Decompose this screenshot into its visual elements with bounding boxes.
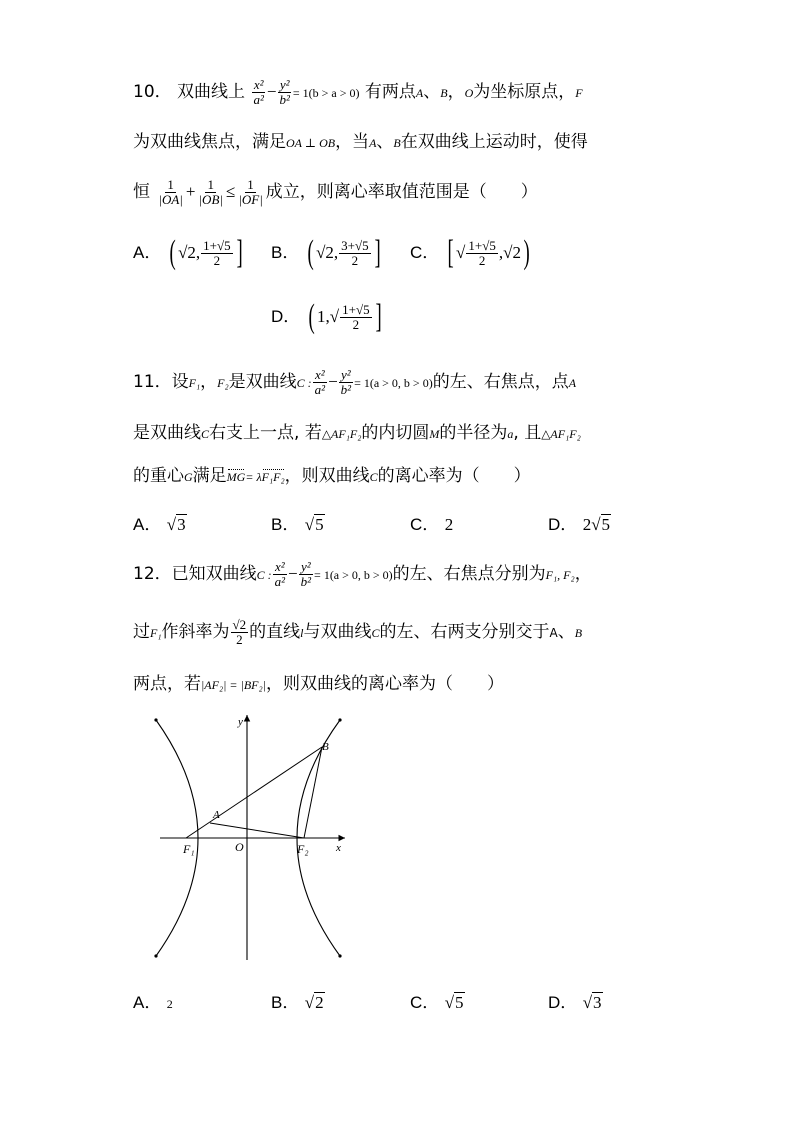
q11-option-a: A． √3 (133, 515, 186, 534)
q10-option-c: C． [ √ $\frac{1+√5}{2}$ ,√2) (410, 234, 530, 271)
label-f1: F₁ (183, 842, 195, 856)
q12-option-c: C． √5 (410, 993, 464, 1012)
q11-option-c: C． 2 (410, 515, 454, 534)
label-f2: F₂ (297, 842, 309, 856)
label-b: B (322, 741, 329, 753)
q12-line1: 12．已知双曲线C : $\frac{\text{x²}}{\text{a²}}$ − $\frac{\text{y²}}{\text{b²}}$ = 1(a > 0, b > 0)的左、右焦点分别为F₁, F₂， (133, 559, 592, 589)
q12-line2: 过F₁作斜率为 $\frac{√2}{2}$ 的直线l与双曲线C的左、右两支分别交于A、B (133, 617, 583, 647)
segment-bf2 (304, 747, 322, 838)
fraction: $\frac{1}{|OA|}$ (158, 177, 183, 207)
q10-option-b: B． ( √2, $\frac{3+√5}{2}$ ] (271, 234, 381, 271)
segment-af2 (210, 823, 304, 838)
line-l (186, 747, 322, 838)
q10-number: 10． (133, 82, 172, 103)
q11-number: 11． (133, 372, 172, 393)
q11-option-b: B． √5 (271, 515, 324, 534)
q12-line3: 两点，若|AF₂| = |BF₂|，则双曲线的离心率为（ ） (133, 674, 504, 694)
q10-line2: 为双曲线焦点，满足OA ⊥ OB，当A、B在双曲线上运动时，使得 (133, 132, 588, 152)
label-x: x (336, 842, 341, 854)
q12-option-d: D． √3 (548, 993, 602, 1012)
fraction: $\frac{1}{|OF|}$ (238, 177, 263, 207)
q10-option-a: A． ( √2, $\frac{1+√5}{2}$ ] (133, 234, 243, 271)
fraction: $\frac{\text{x²}}{\text{a²}}$ (253, 77, 264, 107)
label-o: O (235, 840, 244, 854)
label-a: A (213, 809, 220, 821)
q11-line3: 的重心G满足MG= λF₁F₂，则双曲线C的离心率为（ ） (133, 466, 531, 486)
q10-option-d: D． ( 1,√ $\frac{1+√5}{2}$ ] (271, 298, 382, 335)
q10-line3: 恒 $\frac{1}{|OA|}$ + $\frac{1}{|OB|}$ ≤ $\frac{1}{|OF|}$ 成立，则离心率取值范围是（ ） (133, 177, 538, 207)
label-y: y (238, 716, 243, 728)
q11-line2: 是双曲线C右支上一点, 若△AF₁F₂的内切圆M的半径为a, 且△AF₁F₂ (133, 423, 581, 443)
q10-line1: 10． 双曲线上 $\frac{\text{x²}}{\text{a²}}$ − $\frac{\text{y²}}{\text{b²}}$ = 1(b > a > 0) 有两点A、B，O为坐标原点，F (133, 77, 583, 107)
q12-option-b: B． √2 (271, 993, 324, 1012)
hyperbola-figure (140, 710, 360, 970)
q12-option-a: A． 2 (133, 993, 173, 1012)
fraction: $\frac{\text{y²}}{\text{b²}}$ (279, 77, 290, 107)
q11-option-d: D． 2√5 (548, 515, 611, 534)
q12-number: 12． (133, 564, 172, 585)
fraction: $\frac{1}{|OB|}$ (198, 177, 223, 207)
q11-line1: 11．设F₁，F₂是双曲线C : $\frac{\text{x²}}{\text{a²}}$ − $\frac{\text{y²}}{\text{b²}}$ = 1(a > 0, b > 0)的左、右焦点，点A (133, 367, 577, 397)
